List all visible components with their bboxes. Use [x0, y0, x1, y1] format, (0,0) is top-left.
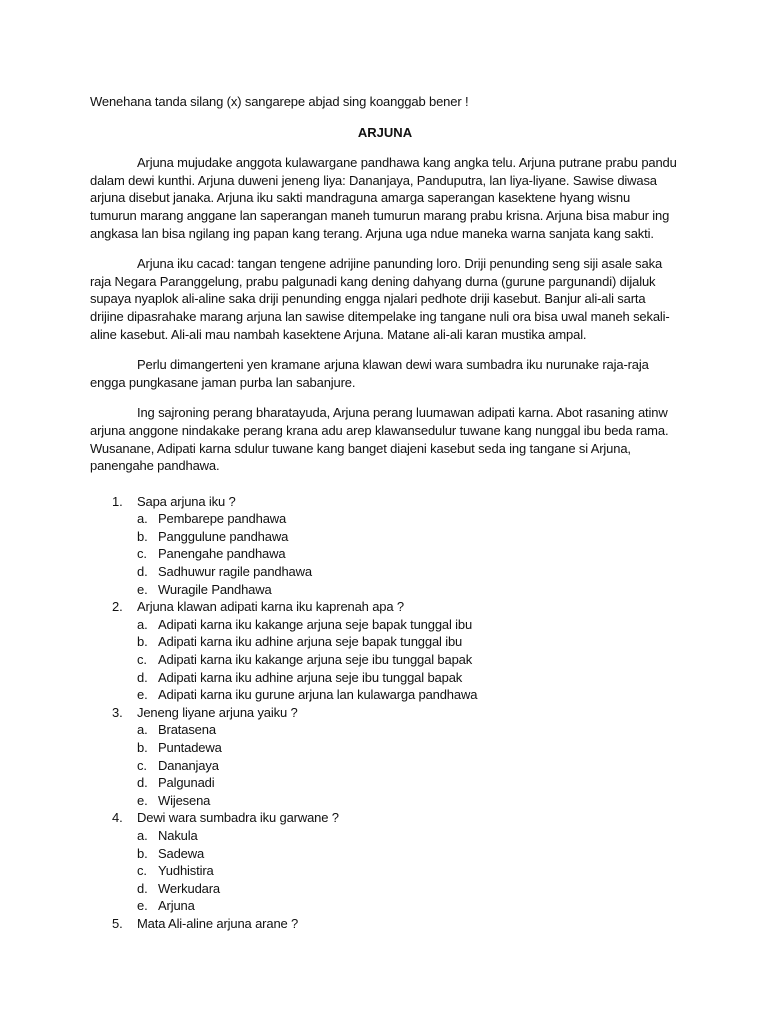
option-list — [90, 510, 680, 598]
option-text: Adipati karna iku adhine arjuna seje ibu tunggal bapak — [158, 669, 463, 685]
option-item[interactable] — [90, 897, 680, 915]
option-text: Adipati karna iku kakange arjuna seje bapak tunggal ibu — [158, 616, 473, 632]
paragraph-1: Arjuna mujudake anggota kulawargane pandhawa kang angka telu. Arjuna putrane prabu pandu dalam dewi kunthi. Arjuna duweni jeneng liya: Dananjaya, Panduputra, lan liya-liyane. Sawise diwasa arjuna disebut janaka. Arjuna iku sakti mandraguna amarga saperangan kasektene hyang wisnu tumurun marang anggane lan saperangan maneh tumurun marang prabu krisna. Arjuna bisa mabur ing angkasa lan bisa ngilang ing papan kang terang. Arjuna uga ndue maneka warna sanjata kang sakti. — [90, 155, 677, 241]
option-item[interactable] — [90, 686, 680, 704]
option-letter: e. — [137, 898, 148, 914]
option-item[interactable] — [90, 633, 680, 651]
question-list — [90, 493, 680, 933]
option-letter: e. — [137, 581, 148, 597]
question-item — [90, 598, 680, 704]
question-line — [90, 493, 680, 511]
option-text: Sadewa — [158, 845, 205, 861]
option-text: Adipati karna iku adhine arjuna seje bapak tunggal ibu — [158, 634, 463, 650]
option-letter: a. — [137, 511, 148, 527]
option-letter: c. — [137, 546, 147, 562]
question-text: Arjuna klawan adipati karna iku kaprenah apa ? — [137, 599, 405, 615]
option-item[interactable] — [90, 651, 680, 669]
question-number: 4. — [112, 810, 123, 826]
option-letter: b. — [137, 845, 148, 861]
option-text: Adipati karna iku kakange arjuna seje ibu tunggal bapak — [158, 652, 473, 668]
option-letter: c. — [137, 757, 147, 773]
question-text: Dewi wara sumbadra iku garwane ? — [137, 810, 339, 826]
question-number: 3. — [112, 704, 123, 720]
option-text: Nakula — [158, 827, 198, 843]
option-text: Werkudara — [158, 880, 220, 896]
option-item[interactable] — [90, 774, 680, 792]
option-item[interactable] — [90, 563, 680, 581]
option-text: Palgunadi — [158, 775, 215, 791]
option-item[interactable] — [90, 862, 680, 880]
option-text: Dananjaya — [158, 757, 219, 773]
option-letter: a. — [137, 722, 148, 738]
question-item — [90, 493, 680, 599]
option-text: Sadhuwur ragile pandhawa — [158, 564, 312, 580]
option-item[interactable] — [90, 739, 680, 757]
question-text: Jeneng liyane arjuna yaiku ? — [137, 704, 298, 720]
option-text: Wuragile Pandhawa — [158, 581, 272, 597]
paragraph-4: Ing sajroning perang bharatayuda, Arjuna perang luumawan adipati karna. Abot rasaning atinw arjuna anggone nindakake perang krana adu arep klawansedulur tuwane kang nunggal ibu beda rama. Wusanane, Adipati karna sdulur tuwane kang banget diajeni kasebut seda ing tangane si Arjuna, panengahe pandhawa. — [90, 405, 669, 474]
question-item — [90, 809, 680, 915]
document-title: ARJUNA — [357, 124, 413, 140]
option-list — [90, 827, 680, 915]
option-item[interactable] — [90, 757, 680, 775]
option-letter: d. — [137, 669, 148, 685]
option-list — [90, 721, 680, 809]
option-text: Panengahe pandhawa — [158, 546, 286, 562]
paragraph-3: Perlu dimangerteni yen kramane arjuna klawan dewi wara sumbadra iku nurunake raja-raja engga pungkasane jaman purba lan sabanjure. — [90, 357, 649, 390]
question-line — [90, 704, 680, 722]
question-item — [90, 704, 680, 810]
option-letter: d. — [137, 564, 148, 580]
question-number: 5. — [112, 915, 123, 931]
option-text: Yudhistira — [158, 863, 214, 879]
question-item — [90, 915, 680, 933]
option-text: Panggulune pandhawa — [158, 528, 289, 544]
option-item[interactable] — [90, 669, 680, 687]
option-letter: c. — [137, 652, 147, 668]
option-item[interactable] — [90, 510, 680, 528]
option-letter: b. — [137, 634, 148, 650]
option-letter: b. — [137, 740, 148, 755]
option-item[interactable] — [90, 545, 680, 563]
option-letter: e. — [137, 792, 148, 808]
option-letter: c. — [137, 863, 147, 879]
question-text: Sapa arjuna iku ? — [137, 493, 236, 509]
option-letter: a. — [137, 616, 148, 632]
option-letter: d. — [137, 775, 148, 791]
option-item[interactable] — [90, 880, 680, 898]
question-number: 1. — [112, 493, 123, 509]
question-text: Mata Ali-aline arjuna arane ? — [137, 915, 299, 931]
option-letter: b. — [137, 528, 148, 544]
question-number: 2. — [112, 599, 123, 615]
option-item[interactable] — [90, 616, 680, 634]
question-line — [90, 598, 680, 616]
option-item[interactable] — [90, 721, 680, 739]
option-item[interactable] — [90, 528, 680, 546]
option-text: Adipati karna iku gurune arjuna lan kulawarga pandhawa — [158, 687, 478, 703]
option-item[interactable] — [90, 845, 680, 863]
question-line — [90, 915, 680, 933]
option-letter: d. — [137, 880, 148, 896]
option-item[interactable] — [90, 581, 680, 599]
paragraph-2: Arjuna iku cacad: tangan tengene adrijine panunding loro. Driji penunding seng siji asale saka raja Negara Paranggelung, prabu palgunadi kang dening dahyang durna (gurune pargunandi) dijaluk supaya nyaplok ali-aline saka driji penunding engga njalari pedhote driji kasebut. Banjur ali-ali sarta drijine dipasrahake marang arjuna lan sawise ditempelake ing tangane nuli ora bisa uwal maneh sekali-aline kasebut. Ali-ali mau nambah kasektene Arjuna. Matane ali-ali karan mustika ampal. — [90, 256, 670, 342]
option-text: Wijesena — [158, 792, 211, 808]
document-page — [90, 93, 680, 933]
option-letter: a. — [137, 827, 148, 843]
option-text: Pembarepe pandhawa — [158, 511, 287, 527]
instruction-text: Wenehana tanda silang (x) sangarepe abjad sing koanggab bener ! — [90, 94, 469, 109]
option-text: Puntadewa — [158, 740, 222, 755]
option-text: Bratasena — [158, 722, 216, 738]
option-letter: e. — [137, 687, 148, 703]
option-list — [90, 616, 680, 704]
question-line — [90, 809, 680, 827]
option-item[interactable] — [90, 827, 680, 845]
option-text: Arjuna — [158, 898, 195, 914]
option-item[interactable] — [90, 792, 680, 810]
